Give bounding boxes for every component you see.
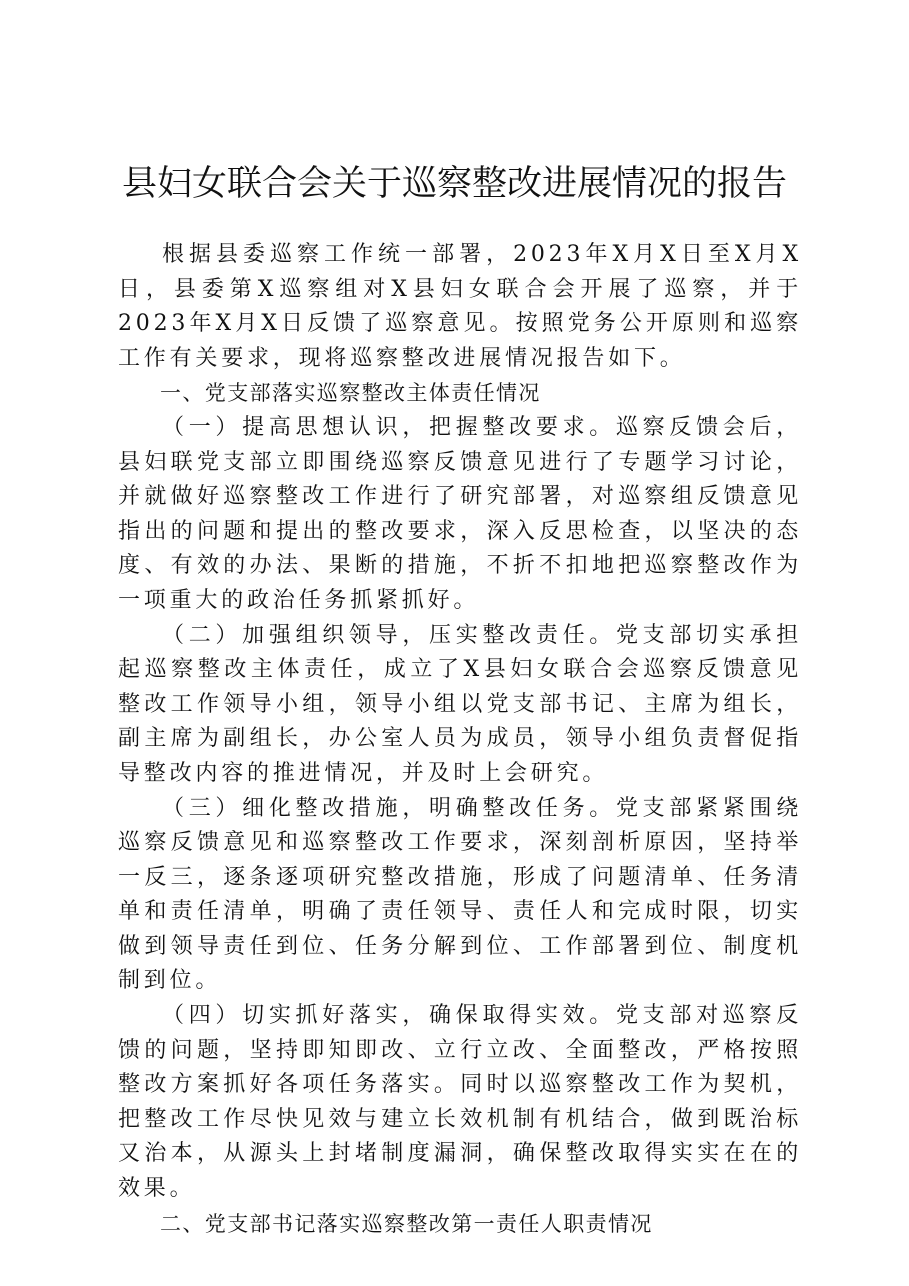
document-title: 县妇女联合会关于巡察整改进展情况的报告 (121, 164, 787, 204)
section-1-item-1: （一）提高思想认识，把握整改要求。巡察反馈会后，县妇联党支部立即围绕巡察反馈意见进行了专题学习讨论，并就做好巡察整改工作进行了研究部署，对巡察组反馈意见指出的问题和提出的整改要求，深入反思检查，以坚决的态度、有效的办法、果断的措施，不折不扣地把巡察整改作为一项重大的政治任务抓紧抓好。 (118, 414, 802, 613)
section-1-item-3: （三）细化整改措施，明确整改任务。党支部紧紧围绕巡察反馈意见和巡察整改工作要求，深刻剖析原因，坚持举一反三，逐条逐项研究整改措施，形成了问题清单、任务清单和责任清单，明确了责任领导、责任人和完成时限，切实做到领导责任到位、任务分解到位、工作部署到位、制度机制到位。 (118, 795, 802, 994)
section-heading-2: 二、党支部书记落实巡察整改第一责任人职责情况 (160, 1211, 653, 1236)
intro-paragraph: 根据县委巡察工作统一部署，2023年X月X日至X月X日，县委第X巡察组对X县妇女联合会开展了巡察，并于2023年X月X日反馈了巡察意见。按照党务公开原则和巡察工作有关要求，现将巡察整改进展情况报告如下。 (118, 242, 802, 371)
document-body (118, 238, 802, 1241)
section-heading-1: 一、党支部落实巡察整改主体责任情况 (160, 381, 541, 406)
section-1-item-4: （四）切实抓好落实，确保取得实效。党支部对巡察反馈的问题，坚持即知即改、立行立改、全面整改，严格按照整改方案抓好各项任务落实。同时以巡察整改工作为契机，把整改工作尽快见效与建立长效机制有机结合，做到既治标又治本，从源头上封堵制度漏洞，确保整改取得实实在在的效果。 (118, 1003, 802, 1202)
section-1-item-2: （二）加强组织领导，压实整改责任。党支部切实承担起巡察整改主体责任，成立了X县妇女联合会巡察反馈意见整改工作领导小组，领导小组以党支部书记、主席为组长，副主席为副组长，办公室人员为成员，领导小组负责督促指导整改内容的推进情况，并及时上会研究。 (118, 622, 802, 786)
